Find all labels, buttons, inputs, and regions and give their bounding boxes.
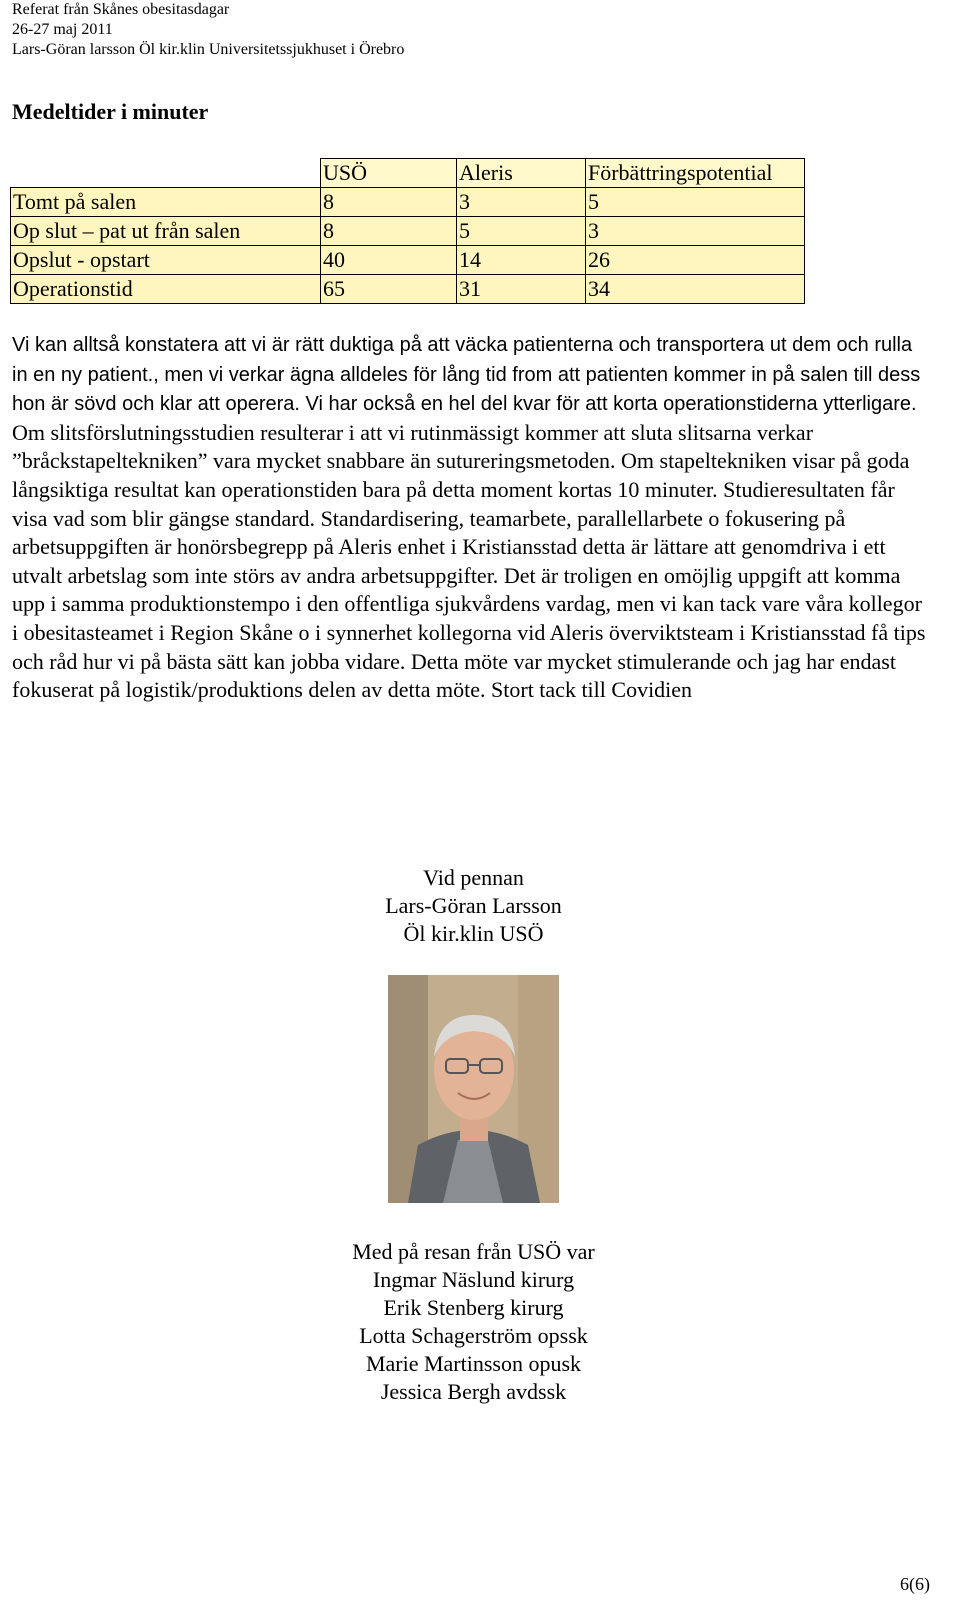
body-sentence: Vi har också en hel del kvar för att korta operationstiderna ytterligare. (299, 393, 917, 416)
travelers-intro: Med på resan från USÖ var (352, 1239, 595, 1264)
traveler-name: Erik Stenberg kirurg (383, 1295, 564, 1320)
table-row (11, 217, 805, 246)
traveler-name: Ingmar Näslund kirurg (372, 1267, 575, 1292)
row-label: Opslut - opstart (11, 246, 321, 275)
traveler-name: Jessica Bergh avdssk (380, 1379, 567, 1404)
table-row (11, 275, 805, 304)
cell-uso: 40 (321, 246, 457, 275)
body-sentence: Det är troligen en omöjlig uppgift att komma upp i samma produktionstempo i den offentliga sjukvårdens vardag, men vi kan tack vare våra kollegor i obesitasteamet i Region Skåne o i synnerhet kollegorna vid Aleris överviktsteam i Kristiansstad få tips och råd hur vi på bästa sätt kan jobba vidare. (12, 562, 926, 674)
cell-potential: 5 (586, 188, 805, 217)
cell-aleris: 3 (457, 188, 586, 217)
cell-potential: 34 (586, 275, 805, 304)
signature-line: Vid pennan (423, 865, 524, 890)
header-title: Referat från Skånes obesitasdagar (12, 1, 230, 18)
section-title: Medeltider i minuter (12, 99, 209, 124)
traveler-name: Lotta Schagerström opssk (359, 1323, 588, 1348)
times-table (10, 158, 805, 304)
body-sentence: Studieresultaten får visa vad som blir gängse standard. (12, 476, 895, 531)
cell-potential: 3 (586, 217, 805, 246)
row-label: Operationstid (11, 275, 321, 304)
cell-uso: 8 (321, 217, 457, 246)
header-author: Lars-Göran larsson Öl kir.klin Universitetssjukhuset i Örebro (12, 41, 405, 58)
body-sentence: Vi kan alltså konstatera att vi är rätt duktiga på att väcka patienterna och transportera ut dem och rulla in en ny patient. (12, 334, 913, 386)
signature-name: Lars-Göran Larsson (385, 893, 562, 918)
body-sentence: Stort tack till Covidien (485, 677, 693, 703)
cell-aleris: 14 (457, 246, 586, 275)
body-sentence: Standardisering, teamarbete, parallellarbete o fokusering på arbetsuppgiften är honörsbegrepp på Aleris enhet i Kristiansstad detta är lättare att genomdriva i ett utvalt arbetslag som inte störs av andra arbetsuppgifter. (12, 505, 886, 588)
body-sentence: Om stapeltekniken visar på goda långsiktiga resultat kan operationstiden bara på detta moment kortas 10 minuter. (12, 448, 910, 502)
row-label: Op slut – pat ut från salen (11, 217, 321, 246)
travelers-block (0, 1238, 947, 1406)
document-header (12, 0, 404, 60)
signature-affiliation: Öl kir.klin USÖ (403, 921, 544, 946)
cell-aleris: 31 (457, 275, 586, 304)
traveler-name: Marie Martinsson opusk (365, 1351, 582, 1376)
column-header: USÖ (321, 159, 457, 188)
body-sentence: Detta möte var mycket stimulerande och jag har endast fokuserat på logistik/produktions delen av detta möte. (12, 648, 896, 703)
signature-block (0, 864, 947, 948)
header-date: 26-27 maj 2011 (12, 21, 113, 38)
cell-uso: 8 (321, 188, 457, 217)
table-corner-cell (11, 159, 321, 188)
page-number: 6(6) (900, 1574, 930, 1594)
row-label: Tomt på salen (11, 188, 321, 217)
author-portrait-photo (388, 975, 559, 1203)
column-header: Aleris (457, 159, 586, 188)
portrait-illustration (388, 975, 559, 1203)
table-row (11, 246, 805, 275)
body-sentence: Om slitsförslutningsstudien resulterar i att vi rutinmässigt kommer att sluta slitsarna verkar ”bråckstapeltekniken” vara mycket snabbare än sutureringsmetoden. (12, 419, 814, 474)
cell-uso: 65 (321, 275, 457, 304)
table-header-row (11, 159, 805, 188)
cell-aleris: 5 (457, 217, 586, 246)
table-row (11, 188, 805, 217)
body-sentence: , men vi verkar ägna alldeles för lång tid from att patienten kommer in på salen till dess hon är sövd och klar att operera. (12, 363, 921, 416)
body-paragraph (12, 330, 932, 705)
cell-potential: 26 (586, 246, 805, 275)
column-header: Förbättringspotential (586, 159, 805, 188)
